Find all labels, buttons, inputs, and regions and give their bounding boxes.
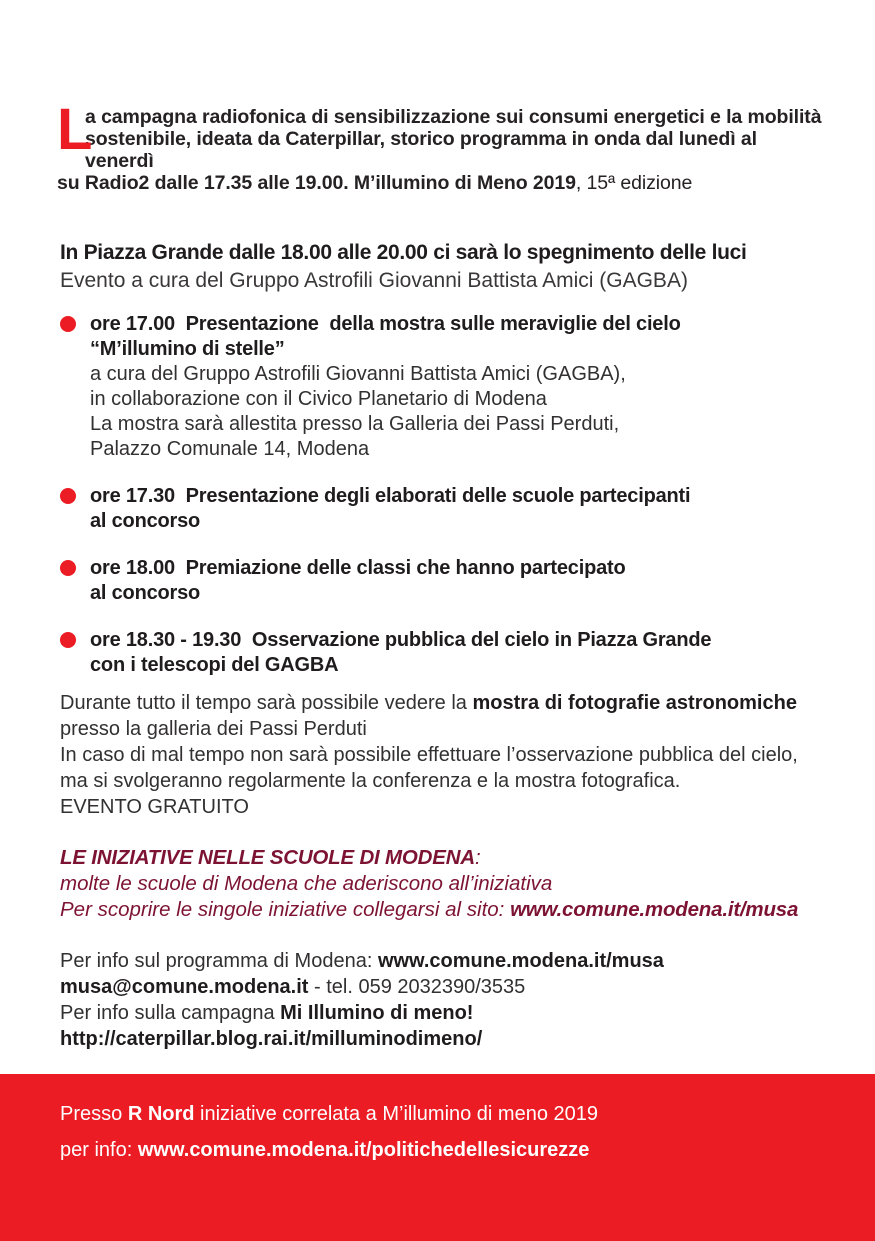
notes-paragraph: [60, 690, 850, 820]
schedule-time-title: al concorso: [90, 510, 201, 532]
intro-line-3-text: su Radio2 dalle 17.35 alle 19.00.: [57, 172, 354, 194]
campaign-name: Mi Illumino di meno!: [280, 1002, 474, 1024]
schedule-list: [60, 312, 850, 700]
footer-line-text: iniziative correlata a M’illumino di meno 2019: [194, 1103, 599, 1125]
notes-highlight: mostra di fotografie astronomiche: [472, 692, 797, 714]
intro-line-2: sostenibile, ideata da Caterpillar, storico programma in onda dal lunedì al venerdì: [85, 128, 757, 172]
info-text: Per info sul programma di Modena:: [60, 950, 378, 972]
schedule-item: [60, 556, 850, 606]
free-event-label: EVENTO GRATUITO: [60, 796, 249, 818]
schedule-item: [60, 628, 850, 678]
schools-section: [60, 845, 850, 923]
dropcap-letter: L: [57, 97, 93, 162]
notes-text: ma si svolgeranno regolarmente la conferenza e la mostra fotografica.: [60, 770, 681, 792]
bullet-dot-icon: [60, 488, 76, 504]
schedule-detail: Palazzo Comunale 14, Modena: [90, 438, 370, 460]
notes-text: presso la galleria dei Passi Perduti: [60, 718, 367, 740]
schedule-time-title: ore 17.30 Presentazione degli elaborati delle scuole partecipanti: [90, 485, 691, 507]
intro-lines-wrapped: [85, 106, 827, 172]
schools-text: Per scoprire le singole iniziative collegarsi al sito:: [60, 898, 511, 921]
musa-link[interactable]: www.comune.modena.it/musa: [510, 898, 799, 921]
notes-text: Durante tutto il tempo sarà possibile vedere la: [60, 692, 473, 714]
info-section: [60, 948, 850, 1052]
footer-band: [0, 1074, 875, 1241]
schedule-time-title: ore 18.00 Premiazione delle classi che hanno partecipato: [90, 557, 626, 579]
bullet-dot-icon: [60, 316, 76, 332]
schedule-time-title: ore 17.00 Presentazione della mostra sulle meraviglie del cielo: [90, 313, 681, 335]
schedule-time-title: “M’illumino di stelle”: [90, 338, 285, 360]
notes-text: In caso di mal tempo non sarà possibile effettuare l’osservazione pubblica del cielo,: [60, 744, 798, 766]
caterpillar-blog-link[interactable]: http://caterpillar.blog.rai.it/milluminodimeno/: [60, 1028, 483, 1050]
schedule-time-title: al concorso: [90, 582, 201, 604]
schedule-item: [60, 484, 850, 534]
sicurezze-link[interactable]: www.comune.modena.it/politichedellesicurezze: [137, 1139, 590, 1161]
musa-link[interactable]: www.comune.modena.it/musa: [377, 950, 664, 972]
schedule-time-title: ore 18.30 - 19.30 Osservazione pubblica del cielo in Piazza Grande: [90, 629, 712, 651]
schedule-time-title: con i telescopi del GAGBA: [90, 654, 339, 676]
event-title: In Piazza Grande dalle 18.00 alle 20.00 ci sarà lo spegnimento delle luci: [60, 241, 747, 264]
schedule-item: [60, 312, 850, 462]
edition-label: , 15ª edizione: [575, 172, 693, 194]
info-text: Per info sulla campagna: [60, 1002, 281, 1024]
footer-line-text: per info:: [60, 1139, 138, 1161]
intro-paragraph: [57, 97, 827, 194]
phone-text: - tel. 059 2032390/3535: [308, 976, 526, 998]
schedule-detail: in collaborazione con il Civico Planetario di Modena: [90, 388, 547, 410]
schools-text: molte le scuole di Modena che aderiscono all’iniziativa: [60, 872, 553, 895]
rnord-label: R Nord: [127, 1103, 195, 1125]
schools-heading: LE INIZIATIVE NELLE SCUOLE DI MODENA: [60, 846, 475, 869]
schedule-detail: a cura del Gruppo Astrofili Giovanni Battista Amici (GAGBA),: [90, 363, 626, 385]
footer-text: [60, 1096, 598, 1168]
intro-line-1: a campagna radiofonica di sensibilizzazione sui consumi energetici e la mobilità: [85, 106, 822, 128]
schools-heading-colon: :: [474, 846, 481, 869]
event-header: [60, 240, 850, 294]
event-subtitle: Evento a cura del Gruppo Astrofili Giovanni Battista Amici (GAGBA): [60, 269, 688, 292]
footer-line-text: Presso: [60, 1103, 128, 1125]
bullet-dot-icon: [60, 632, 76, 648]
bullet-dot-icon: [60, 560, 76, 576]
email-link[interactable]: musa@comune.modena.it: [60, 976, 309, 998]
intro-line-3: [57, 172, 827, 194]
schedule-detail: La mostra sarà allestita presso la Galleria dei Passi Perduti,: [90, 413, 620, 435]
campaign-title: M’illumino di Meno 2019: [353, 172, 576, 194]
